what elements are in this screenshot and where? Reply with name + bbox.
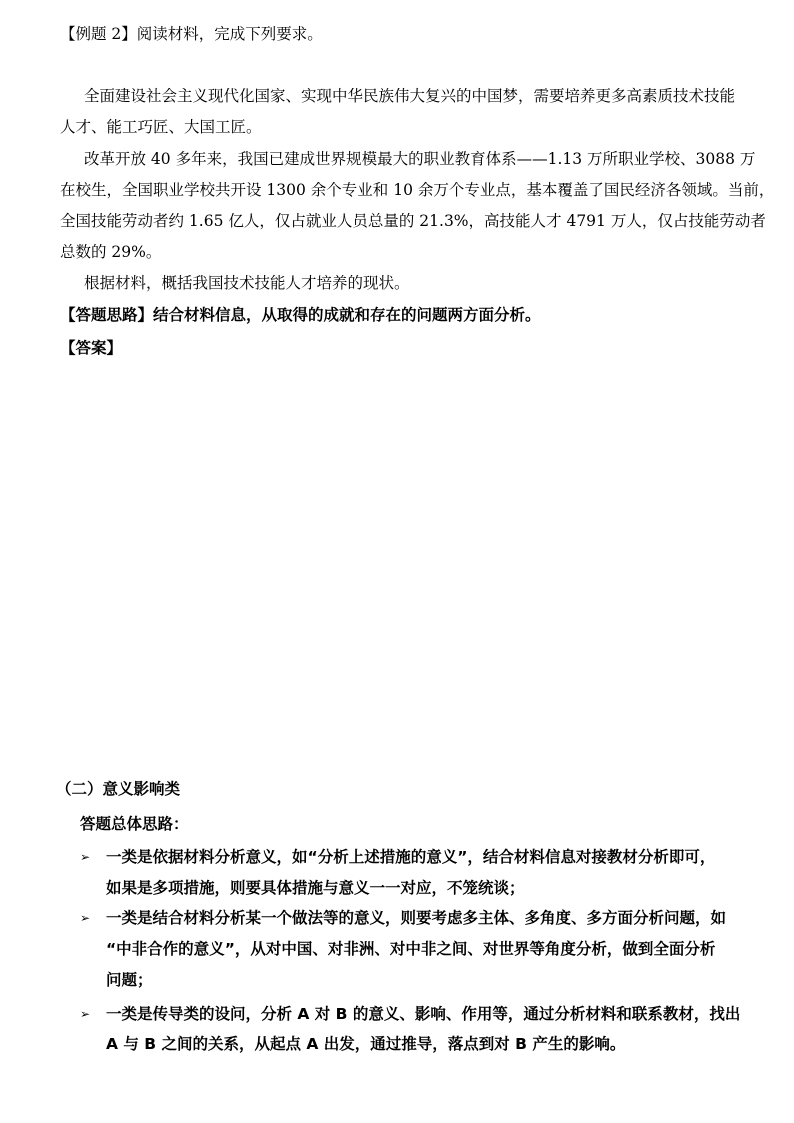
question-text: 根据材料，概括我国技术技能人才培养的现状。 — [84, 274, 410, 292]
material-para2-line3: 全国技能劳动者约 1.65 亿人，仅占就业人员总量的 21.3%，高技能人才 4791 万人，仅占技能劳动者 — [60, 212, 766, 230]
bullet-2-line-3: 问题； — [106, 971, 153, 989]
arrow-bullet-icon: ➢ — [80, 850, 91, 864]
bullet-3-line-1: 一类是传导类的设问，分析 A 对 B 的意义、影响、作用等，通过分析材料和联系教材，找出 — [106, 1005, 741, 1023]
example-header: 【例题 2】阅读材料，完成下列要求。 — [60, 25, 323, 43]
bullet-2-line-2: “中非合作的意义”，从对中国、对非洲、对中非之间、对世界等角度分析，做到全面分析 — [106, 940, 716, 958]
overall-approach-label: 答题总体思路： — [80, 815, 189, 833]
material-para2-line1: 改革开放 40 多年来，我国已建成世界规模最大的职业教育体系——1.13 万所职业学校、3088 万 — [84, 150, 756, 168]
material-para1-line2: 人才、能工巧匠、大国工匠。 — [60, 118, 262, 136]
material-para1-line1: 全面建设社会主义现代化国家、实现中华民族伟大复兴的中国梦，需要培养更多高素质技术技能 — [84, 87, 736, 105]
section-title: （二）意义影响类 — [56, 780, 181, 798]
answer-hint: 【答题思路】结合材料信息，从取得的成就和存在的问题两方面分析。 — [60, 306, 541, 324]
answer-label: 【答案】 — [60, 339, 123, 357]
bullet-1-line-2: 如果是多项措施，则要具体措施与意义一一对应，不笼统谈； — [106, 879, 525, 897]
arrow-bullet-icon: ➢ — [80, 911, 91, 925]
arrow-bullet-icon: ➢ — [80, 1007, 91, 1021]
bullet-1-line-1: 一类是依据材料分析意义，如“分析上述措施的意义”，结合材料信息对接教材分析即可， — [106, 848, 716, 866]
material-para2-line2: 在校生，全国职业学校共开设 1300 余个专业和 10 余万个专业点，基本覆盖了国民经济各领域。当前， — [60, 181, 775, 199]
material-para2-line4: 总数的 29%。 — [60, 243, 162, 261]
bullet-2-line-1: 一类是结合材料分析某一个做法等的意义，则要考虑多主体、多角度、多方面分析问题，如 — [106, 909, 727, 927]
bullet-3-line-2: A 与 B 之间的关系，从起点 A 出发，通过推导，落点到对 B 产生的影响。 — [106, 1035, 626, 1053]
